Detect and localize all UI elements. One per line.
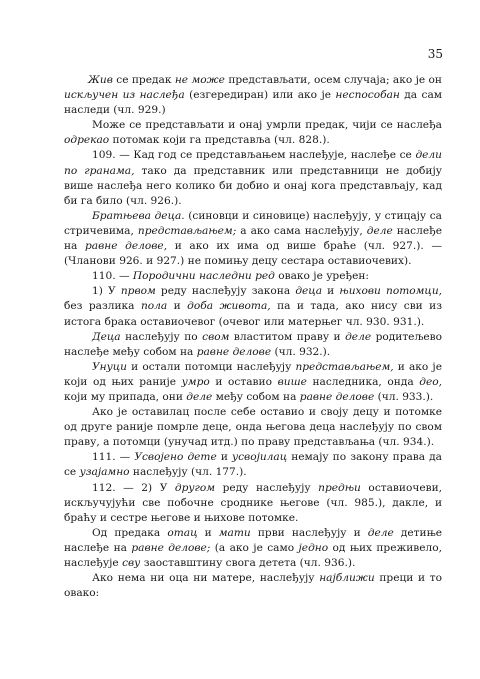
text-run: и — [167, 300, 188, 313]
italic-text: мати — [218, 526, 251, 539]
italic-text: више — [277, 375, 307, 388]
paragraph — [64, 360, 442, 405]
text-run: овако је уређен: — [274, 270, 369, 283]
italic-text: првом — [120, 285, 156, 298]
text-run: наследника, онда — [306, 375, 420, 388]
italic-text: Унуци — [92, 360, 127, 373]
text-run: и — [197, 526, 219, 539]
text-run: наслеђе на — [64, 224, 442, 253]
paragraph — [64, 526, 442, 571]
italic-text: равне делове, — [85, 240, 168, 253]
paragraph — [64, 405, 442, 450]
italic-text: део, — [419, 375, 443, 388]
text-run: а ако сама наслеђују, — [236, 224, 367, 237]
italic-text: деле — [367, 526, 394, 539]
italic-text: узајамно — [79, 466, 130, 479]
italic-text: њихови потомци, — [339, 285, 443, 298]
paragraph — [64, 284, 442, 329]
italic-text: свом — [202, 330, 230, 343]
italic-text: Породични наследни ред — [132, 270, 275, 283]
text-run: наслеђују по — [120, 330, 203, 343]
text-run: међу собом на — [212, 390, 300, 403]
italic-text: најближи — [319, 572, 375, 585]
text-run: да сам наследи (чл. 929.) — [64, 89, 443, 117]
text-run: Ако нема ни оца ни матере, наслеђују — [92, 572, 320, 585]
text-run: наслеђују (чл. 177.). — [129, 466, 247, 479]
italic-text: деца — [295, 285, 323, 298]
italic-text: Братњева деца — [92, 209, 182, 222]
text-run: се предак — [112, 74, 175, 86]
italic-text: другом — [174, 481, 216, 494]
text-run: 1) У — [92, 285, 121, 298]
text-run: па и тада, ако нису сви из истога брака оставиочевог (очевог или матерњег чл. 930. 931.). — [64, 300, 443, 328]
text-run: реду наслеђују закона — [155, 285, 296, 298]
paragraph — [64, 73, 442, 118]
text-run: немају по закону права да се — [64, 451, 442, 479]
italic-text: усвојилац — [231, 451, 288, 464]
paragraph — [64, 450, 442, 480]
paragraph — [64, 269, 442, 284]
paragraph — [64, 330, 442, 360]
text-run: и — [322, 285, 340, 298]
text-run: преци и то овако: — [64, 572, 442, 600]
text-run: 112. — 2) У — [92, 481, 175, 494]
text-run: тако да представник или представници не добију више наслеђа него колико би добио и онај кога представљају, кад би га било (чл. 926.). — [64, 164, 443, 207]
italic-text: представљањем; — [137, 224, 237, 237]
text-run: потомак који га представља (чл. 828.). — [109, 134, 330, 147]
text-run: представљати, осем случаја; ако је он — [224, 74, 442, 86]
italic-text: деле — [186, 390, 213, 403]
text-run: 109. — Кад год се представљањем наслеђује, наслеђе се — [92, 149, 416, 162]
italic-text: пола — [140, 300, 168, 313]
italic-text: равне делове — [299, 390, 375, 403]
text-run: реду наслеђују — [215, 481, 319, 494]
italic-text: предњи — [318, 481, 361, 494]
text-run: од њих преживело, наслеђује — [64, 541, 442, 569]
italic-text: деле — [366, 224, 393, 237]
text-run: заоставштину свога детета (чл. 936.). — [140, 557, 356, 569]
italic-text: Усвојено дете — [134, 451, 217, 464]
italic-text: одрекао — [64, 134, 110, 147]
italic-text: представљањем, — [295, 360, 394, 373]
text-run: родитељево наслеђе међу собом на — [64, 330, 442, 358]
italic-text: умро — [181, 375, 210, 388]
italic-text: отац — [167, 526, 198, 539]
italic-text: сву — [122, 557, 141, 569]
paragraph — [64, 118, 442, 148]
text-run: 111. — — [92, 451, 135, 464]
paragraph — [64, 571, 442, 601]
page-number: 35 — [427, 47, 443, 61]
italic-text: Деца — [92, 330, 121, 343]
text-run: који му припада, они — [64, 390, 187, 403]
italic-text: равне делове; — [131, 541, 211, 554]
italic-text: равне делове — [196, 345, 272, 358]
italic-text: деле — [345, 330, 372, 343]
text-run: и ако је који од њих раније — [64, 360, 442, 388]
italic-text: доба живота, — [187, 300, 271, 313]
text-run: (чл. 932.). — [271, 345, 331, 358]
paragraph — [64, 148, 442, 208]
text-run: детиње наслеђе на — [64, 526, 442, 554]
text-run: (езгередиран) или ако је — [184, 89, 336, 102]
text-run: оставиочеви, искључујући све побочне сроднике његове (чл. 985.), дакле, и браћу и сестре његове и њихове потомке. — [64, 481, 442, 524]
italic-text: једно — [298, 541, 329, 554]
text-run: 110. — — [92, 270, 133, 283]
text-run: властитом праву и — [229, 330, 346, 343]
text-run: и — [216, 451, 232, 464]
text-run: Може се представљати и онај умрли предак, чији се наслеђа — [92, 119, 442, 132]
text-run: . (синовци и синовице) наслеђују, у стицају са стричевима, — [64, 209, 442, 237]
text-run: и ако их има од више браће (чл. 927.). — (Чланови 926. и 927.) не помињу децу сестара оставиочевих). — [64, 240, 442, 268]
text-run: Ако је оставилац после себе оставио и своју децу и потомке од друге раније помрле деце, онда његова деца наслеђују по свом праву, а потомци (унучад итд.) по праву представљања (чл. 934.). — [64, 406, 442, 449]
italic-text: неспособан — [335, 89, 400, 102]
italic-text: дели по гранама, — [64, 149, 442, 177]
paragraph — [64, 481, 442, 526]
text-run: и остали потомци наслеђују — [127, 360, 296, 373]
text-run: и оставио — [209, 375, 278, 388]
text-run: без разлика — [64, 300, 141, 313]
page-body-text — [64, 73, 442, 601]
paragraph — [64, 209, 442, 269]
text-run: први наслеђују и — [250, 526, 368, 539]
italic-text: Жив — [88, 74, 113, 86]
text-run: (чл. 933.). — [374, 390, 434, 403]
text-run: Од предака — [92, 526, 168, 539]
text-run: (а ако је само — [210, 541, 299, 554]
italic-text: искључен из наслеђа — [64, 89, 185, 102]
italic-text: не може — [174, 74, 225, 86]
